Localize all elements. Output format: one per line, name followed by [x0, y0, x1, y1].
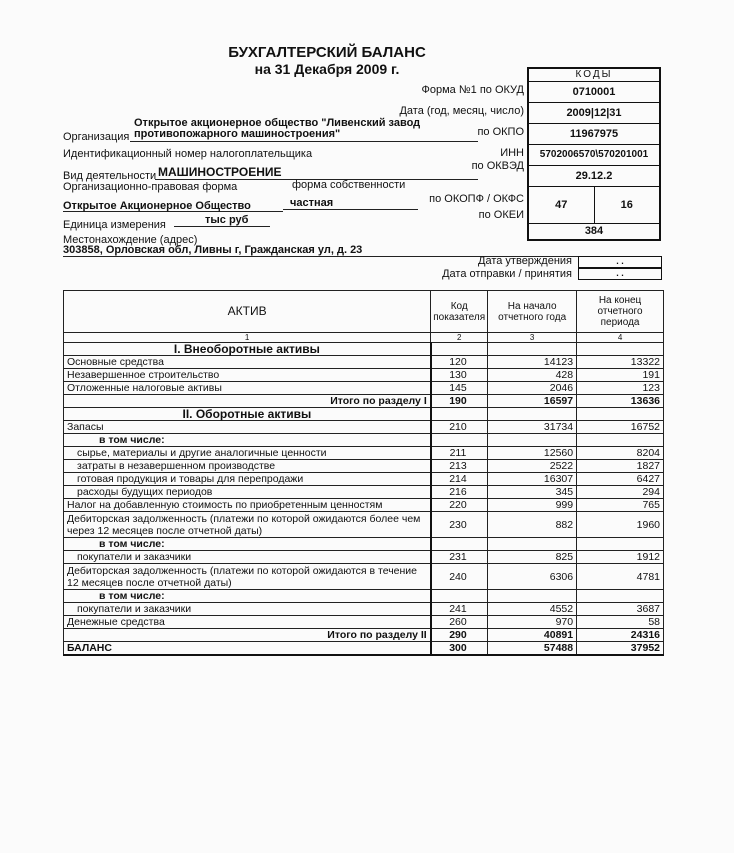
- row-end-value: 6427: [577, 473, 664, 486]
- row-start-value: 2046: [488, 382, 577, 395]
- document-subtitle: на 31 Декабря 2009 г.: [254, 61, 400, 77]
- row-start-value: [488, 538, 577, 551]
- table-row: [64, 590, 664, 603]
- table-row: [64, 356, 664, 369]
- legal-form-label: Организационно-правовая форма: [63, 181, 238, 193]
- balance-total-row: [64, 642, 664, 656]
- row-start-value: [488, 434, 577, 447]
- table-row: [64, 382, 664, 395]
- row-end-value: 3687: [577, 603, 664, 616]
- row-code: 210: [431, 421, 488, 434]
- row-start-value: 428: [488, 369, 577, 382]
- row-start-value: 825: [488, 551, 577, 564]
- row-code: 145: [431, 382, 488, 395]
- row-end-value: 58: [577, 616, 664, 629]
- row-name: сырье, материалы и другие аналогичные ценности: [64, 447, 431, 460]
- address-label: Местонахождение (адрес): [63, 234, 198, 246]
- subtotal-row: [64, 629, 664, 642]
- approval-date-label: Дата утверждения: [478, 255, 572, 267]
- balance-table: [63, 290, 664, 656]
- row-end-value: 294: [577, 486, 664, 499]
- row-code: [431, 590, 488, 603]
- row-end-value: 8204: [577, 447, 664, 460]
- activity-field: [155, 166, 478, 180]
- row-start-value: 16597: [488, 395, 577, 408]
- inn-code: 5702006570\570201001: [529, 144, 659, 165]
- row-name: БАЛАНС: [64, 642, 431, 656]
- table-row: [64, 486, 664, 499]
- row-code: [431, 538, 488, 551]
- okei-code: 384: [529, 223, 659, 239]
- codes-heading: КОДЫ: [575, 69, 613, 80]
- sent-date-field: . .: [578, 268, 662, 280]
- row-name: покупатели и заказчики: [64, 551, 431, 564]
- row-end-value: 37952: [577, 642, 664, 656]
- row-name: Итого по разделу II: [64, 629, 431, 642]
- row-end-value: 13636: [577, 395, 664, 408]
- okei-label: по ОКЕИ: [478, 209, 524, 221]
- section-title: I. Внеоборотные активы: [64, 343, 431, 356]
- row-name: покупатели и заказчики: [64, 603, 431, 616]
- col-number: 3: [488, 333, 577, 343]
- ownership-label: форма собственности: [292, 179, 406, 191]
- row-name: Отложенные налоговые активы: [64, 382, 431, 395]
- row-name: в том числе:: [64, 538, 431, 551]
- table-row: [64, 421, 664, 434]
- table-row: [64, 564, 664, 590]
- row-start-value: 16307: [488, 473, 577, 486]
- org-name-line2: противопожарного машиностроения": [134, 128, 341, 140]
- row-code: 260: [431, 616, 488, 629]
- ownership-value: частная: [290, 197, 334, 209]
- col-header-asset: АКТИВ: [64, 291, 431, 333]
- org-name-line1: Открытое акционерное общество "Ливенский завод: [134, 117, 421, 129]
- row-end-value: 123: [577, 382, 664, 395]
- okopf-okfs-codes: [529, 186, 659, 223]
- row-code: 216: [431, 486, 488, 499]
- row-end-value: 1827: [577, 460, 664, 473]
- row-name: Дебиторская задолженность (платежи по которой ожидаются более чем через 12 месяцев после отчетной даты): [64, 512, 431, 538]
- okud-code: 0710001: [529, 81, 659, 102]
- section-header-row: [64, 343, 664, 356]
- okopf-code: 47: [529, 187, 595, 223]
- date-label: Дата (год, месяц, число): [399, 105, 524, 117]
- row-start-value: 2522: [488, 460, 577, 473]
- row-end-value: 24316: [577, 629, 664, 642]
- row-end-value: [577, 434, 664, 447]
- table-row: [64, 369, 664, 382]
- row-end-value: 16752: [577, 421, 664, 434]
- subtotal-row: [64, 395, 664, 408]
- unit-label: Единица измерения: [63, 219, 166, 231]
- row-code: 241: [431, 603, 488, 616]
- column-number-row: [64, 333, 664, 343]
- inn-long-label: Идентификационный номер налогоплательщика: [63, 148, 313, 160]
- row-code: 190: [431, 395, 488, 408]
- row-end-value: 4781: [577, 564, 664, 590]
- table-row: [64, 499, 664, 512]
- table-row: [64, 603, 664, 616]
- row-start-value: 31734: [488, 421, 577, 434]
- activity-value: МАШИНОСТРОЕНИЕ: [158, 165, 282, 179]
- ownership-field: [283, 197, 418, 210]
- col-header-end: На конец отчетного периода: [577, 291, 664, 333]
- row-name: Налог на добавленную стоимость по приобретенным ценностям: [64, 499, 431, 512]
- row-start-value: 6306: [488, 564, 577, 590]
- okpo-label: по ОКПО: [477, 126, 524, 138]
- col-number: 2: [431, 333, 488, 343]
- row-end-value: 1960: [577, 512, 664, 538]
- row-code: 213: [431, 460, 488, 473]
- row-start-value: 345: [488, 486, 577, 499]
- row-name: Основные средства: [64, 356, 431, 369]
- row-code: 231: [431, 551, 488, 564]
- row-start-value: [488, 590, 577, 603]
- row-name: Денежные средства: [64, 616, 431, 629]
- table-row: [64, 538, 664, 551]
- row-start-value: 14123: [488, 356, 577, 369]
- row-name: Незавершенное строительство: [64, 369, 431, 382]
- row-code: 240: [431, 564, 488, 590]
- row-start-value: 4552: [488, 603, 577, 616]
- row-end-value: 1912: [577, 551, 664, 564]
- table-row: [64, 512, 664, 538]
- table-row: [64, 616, 664, 629]
- row-end-value: 13322: [577, 356, 664, 369]
- col-number: 4: [577, 333, 664, 343]
- row-name: затраты в незавершенном производстве: [64, 460, 431, 473]
- row-code: 290: [431, 629, 488, 642]
- row-start-value: 999: [488, 499, 577, 512]
- unit-field: [174, 214, 270, 227]
- unit-value: тыс руб: [205, 214, 249, 226]
- okved-code: 29.12.2: [529, 165, 659, 186]
- row-name: в том числе:: [64, 434, 431, 447]
- row-name: Запасы: [64, 421, 431, 434]
- section-title: II. Оборотные активы: [64, 408, 431, 421]
- org-name-field: [130, 129, 478, 142]
- row-code: 211: [431, 447, 488, 460]
- activity-label: Вид деятельности: [63, 170, 157, 182]
- legal-form-field: [63, 199, 283, 212]
- row-code: 230: [431, 512, 488, 538]
- row-code: 130: [431, 369, 488, 382]
- row-end-value: 765: [577, 499, 664, 512]
- row-start-value: 970: [488, 616, 577, 629]
- table-row: [64, 551, 664, 564]
- row-code: 214: [431, 473, 488, 486]
- org-label: Организация: [63, 131, 130, 143]
- document-title: БУХГАЛТЕРСКИЙ БАЛАНС: [228, 44, 426, 61]
- row-code: [431, 434, 488, 447]
- col-number: 1: [64, 333, 431, 343]
- row-start-value: 12560: [488, 447, 577, 460]
- legal-form-value: Открытое Акционерное Общество: [63, 200, 251, 212]
- row-end-value: [577, 590, 664, 603]
- row-name: готовая продукция и товары для перепродажи: [64, 473, 431, 486]
- table-row: [64, 447, 664, 460]
- inn-label: ИНН: [500, 147, 524, 159]
- table-header-row: [64, 291, 664, 333]
- row-code: 220: [431, 499, 488, 512]
- table-row: [64, 460, 664, 473]
- col-header-start: На начало отчетного года: [488, 291, 577, 333]
- sent-date-label: Дата отправки / принятия: [442, 268, 572, 280]
- table-row: [64, 434, 664, 447]
- row-start-value: 40891: [488, 629, 577, 642]
- approval-date-field: . .: [578, 256, 662, 268]
- row-name: Итого по разделу I: [64, 395, 431, 408]
- date-code: 2009|12|31: [529, 102, 659, 123]
- row-name: расходы будущих периодов: [64, 486, 431, 499]
- row-code: 120: [431, 356, 488, 369]
- okopf-label: по ОКОПФ / ОКФС: [429, 193, 524, 205]
- row-end-value: 191: [577, 369, 664, 382]
- row-start-value: 57488: [488, 642, 577, 656]
- section-header-row: [64, 408, 664, 421]
- row-code: 300: [431, 642, 488, 656]
- address-value: 303858, Орловская обл, Ливны г, Гражданская ул, д. 23: [63, 244, 363, 256]
- okpo-code: 11967975: [529, 123, 659, 144]
- row-end-value: [577, 538, 664, 551]
- row-name: в том числе:: [64, 590, 431, 603]
- row-name: Дебиторская задолженность (платежи по которой ожидаются в течение 12 месяцев после отчетной даты): [64, 564, 431, 590]
- okfs-code: 16: [620, 199, 633, 211]
- okud-label: Форма №1 по ОКУД: [421, 84, 524, 96]
- okved-label: по ОКВЭД: [471, 160, 524, 172]
- col-header-code: Код показателя: [431, 291, 488, 333]
- codes-box: [527, 67, 661, 241]
- table-row: [64, 473, 664, 486]
- row-start-value: 882: [488, 512, 577, 538]
